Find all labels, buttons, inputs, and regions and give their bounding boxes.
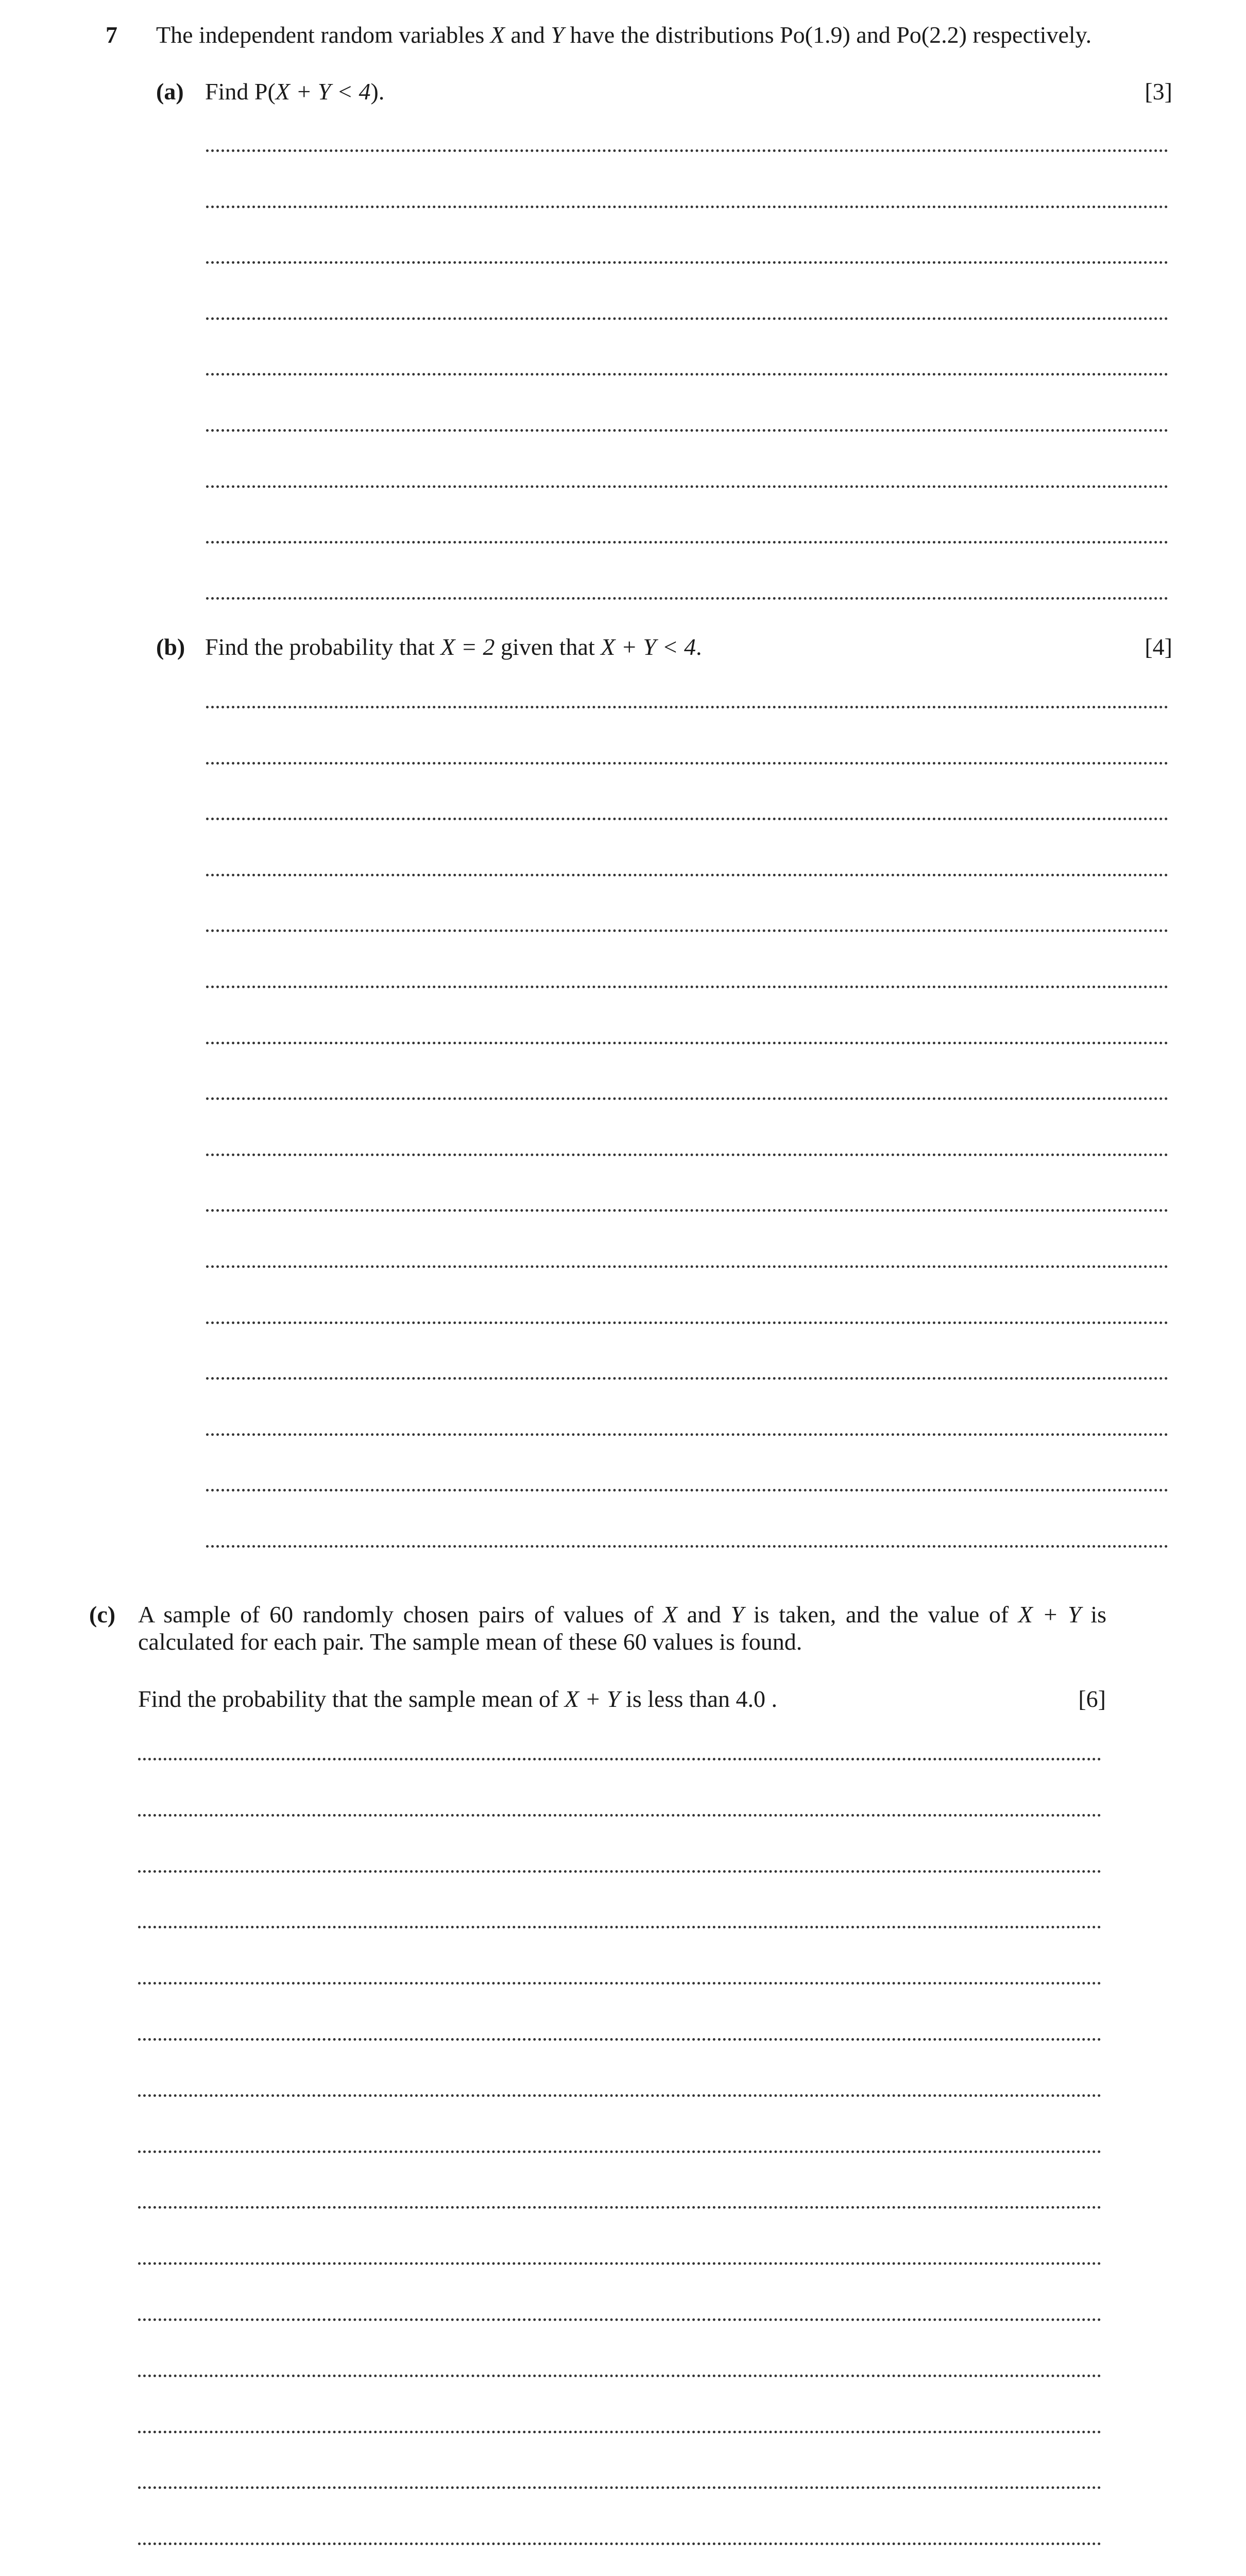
answer-line[interactable] xyxy=(138,2431,1101,2433)
answer-line[interactable] xyxy=(206,1042,1168,1044)
answer-line[interactable] xyxy=(206,1377,1168,1380)
variable-x: X xyxy=(490,22,505,48)
question-stem xyxy=(156,22,1091,49)
part-c-question-text-2: is less than 4.0 . xyxy=(620,1686,777,1712)
answer-line[interactable] xyxy=(206,597,1168,600)
answer-line[interactable] xyxy=(206,762,1168,765)
part-b-text-2: given that xyxy=(494,634,601,660)
answer-line[interactable] xyxy=(138,1870,1101,1873)
answer-line[interactable] xyxy=(206,1545,1168,1548)
part-b-text-1: Find the probability that xyxy=(205,634,441,660)
answer-line[interactable] xyxy=(206,1265,1168,1268)
answer-line[interactable] xyxy=(138,2375,1101,2377)
stem-text-2: and xyxy=(504,22,551,48)
answer-line[interactable] xyxy=(206,261,1168,264)
answer-line[interactable] xyxy=(206,1433,1168,1436)
question-number: 7 xyxy=(106,22,117,48)
answer-line[interactable] xyxy=(206,1321,1168,1324)
part-b-label: (b) xyxy=(156,634,185,660)
part-c-question-expression: X + Y xyxy=(564,1686,620,1712)
answer-line[interactable] xyxy=(138,2262,1101,2265)
answer-line[interactable] xyxy=(138,2486,1101,2489)
part-a-text-2: ). xyxy=(370,78,385,105)
part-c-intro-text-4: is calculated for each pair. The sample mean of these 60 values is found. xyxy=(138,1601,1107,1655)
part-a-text-1: Find P( xyxy=(205,78,276,105)
answer-line[interactable] xyxy=(206,1154,1168,1156)
answer-line[interactable] xyxy=(138,1982,1101,1985)
part-a-label: (a) xyxy=(156,78,184,105)
answer-line[interactable] xyxy=(206,874,1168,876)
part-b-marks: [4] xyxy=(1145,634,1172,660)
part-b-question xyxy=(205,634,702,661)
answer-line[interactable] xyxy=(206,1209,1168,1212)
part-c-intro-expression: X + Y xyxy=(1018,1601,1081,1628)
answer-line[interactable] xyxy=(206,317,1168,320)
part-a-marks: [3] xyxy=(1145,78,1172,105)
part-b-expression-1: X = 2 xyxy=(440,634,495,660)
variable-y: Y xyxy=(551,22,564,48)
part-a-expression: X + Y < 4 xyxy=(275,78,371,105)
part-c-question xyxy=(138,1686,777,1713)
answer-line[interactable] xyxy=(206,929,1168,932)
part-c-intro xyxy=(138,1601,1106,1656)
stem-text-3: have the distributions Po(1.9) and Po(2.2) respectively. xyxy=(564,22,1092,48)
part-c-question-text-1: Find the probability that the sample mean of xyxy=(138,1686,565,1712)
answer-line[interactable] xyxy=(206,485,1168,488)
answer-line[interactable] xyxy=(206,1489,1168,1492)
part-c-marks: [6] xyxy=(1078,1686,1106,1712)
part-c-intro-text-2: and xyxy=(677,1601,731,1628)
answer-line[interactable] xyxy=(138,2150,1101,2153)
answer-line[interactable] xyxy=(138,1926,1101,1928)
part-c-intro-text-1: A sample of 60 randomly chosen pairs of values of xyxy=(138,1601,663,1628)
answer-line[interactable] xyxy=(206,1097,1168,1100)
answer-line[interactable] xyxy=(138,2038,1101,2041)
answer-line[interactable] xyxy=(206,206,1168,208)
answer-line[interactable] xyxy=(138,2094,1101,2097)
part-b-text-3: . xyxy=(696,634,702,660)
answer-line[interactable] xyxy=(138,2318,1101,2321)
answer-line[interactable] xyxy=(138,1814,1101,1817)
answer-line[interactable] xyxy=(206,706,1168,708)
part-c-intro-text-3: is taken, and the value of xyxy=(744,1601,1018,1628)
answer-line[interactable] xyxy=(206,149,1168,152)
answer-line[interactable] xyxy=(206,373,1168,376)
answer-line[interactable] xyxy=(206,986,1168,988)
answer-line[interactable] xyxy=(206,541,1168,544)
answer-line[interactable] xyxy=(138,1758,1101,1760)
part-b-expression-2: X + Y < 4 xyxy=(601,634,696,660)
stem-text-1: The independent random variables xyxy=(156,22,490,48)
part-c-label: (c) xyxy=(89,1601,116,1628)
part-a-question xyxy=(205,78,384,106)
answer-line[interactable] xyxy=(138,2543,1101,2545)
part-c-variable-x: X xyxy=(662,1601,678,1628)
part-c-variable-y: Y xyxy=(730,1601,744,1628)
answer-line[interactable] xyxy=(138,2206,1101,2209)
answer-line[interactable] xyxy=(206,429,1168,432)
answer-line[interactable] xyxy=(206,818,1168,820)
